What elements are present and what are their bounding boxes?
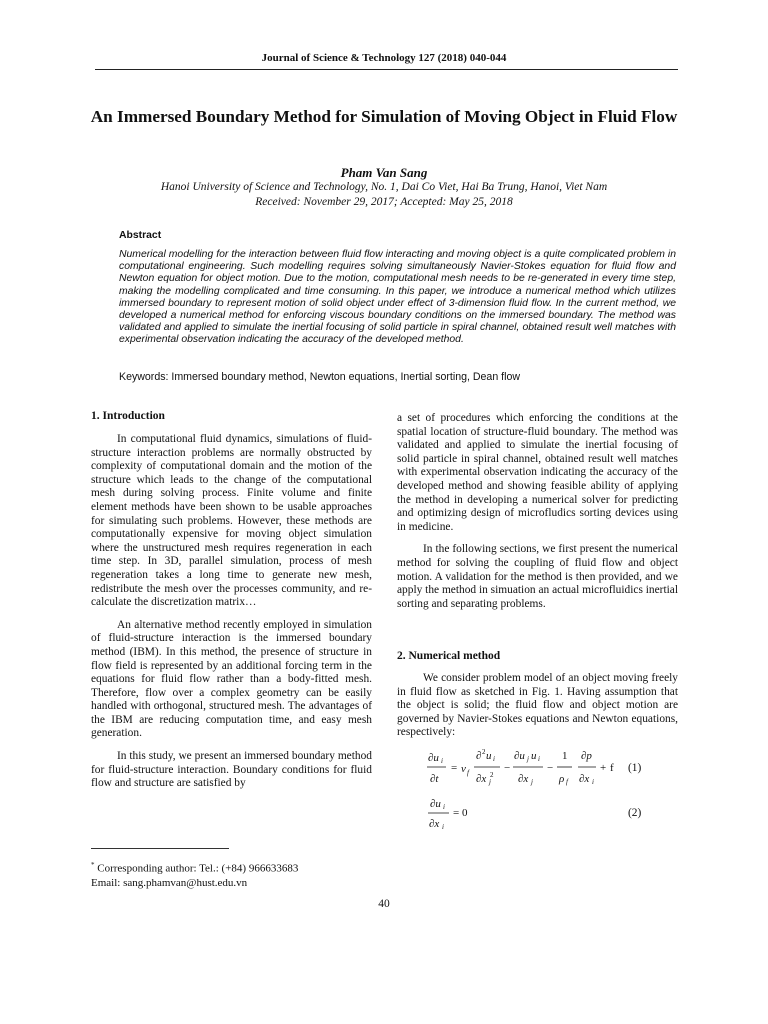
svg-text:+: + <box>600 762 607 774</box>
svg-text:ρ: ρ <box>559 773 565 785</box>
footnote <box>91 858 298 890</box>
paragraph: We consider problem model of an object moving freely in fluid flow as sketched in Fig. 1. Having assumption that the object is solid; the fluid flow and object motion are governed by Navier-Stokes equations and Newton equations, respectively: <box>397 672 678 739</box>
abstract-text: Numerical modelling for the interaction between fluid flow interacting and moving object is a quite complicated problem in computational engineering. Such modelling requires solving simultaneously Navier-Stokes equation for fluid flow and Newton equation for object motion. Due to the motion, computational mesh needs to be re-generated in every time step, making the modelling complicated and time consuming. In this paper, we introduce a numerical method which utilizes immersed boundary to represent motion of solid object under effect of 3-dimension fluid flow. In the current method, we developed a numerical method for enforcing viscous boundary conditions on the immersed boundary. The method was validated and applied to simulate the inertial focusing of solid particle in spiral channel, obtained result well matches with experimental observation indicating the accuracy of the developed method. <box>119 249 676 346</box>
paragraph: An alternative method recently employed in simulation of fluid-structure interaction is the immersed boundary method (IBM). In this method, the presence of structure in flow field is represented by an additional forcing term in the equations for fluid flow rather than a body-fitted mesh. Therefore, flow over a complex geometry can be easily handled with orthogonal, structured mesh. The advantages of the IBM are reducing computation time, and easy mesh generation. <box>91 618 372 740</box>
svg-text:f: f <box>610 762 614 774</box>
svg-text:i: i <box>592 778 594 786</box>
svg-text:∂x: ∂x <box>429 818 440 830</box>
svg-text:∂: ∂ <box>476 750 482 762</box>
paragraph: In the following sections, we first present the numerical method for solving the coupling of fluid flow and object motion. A validation for the method is then provided, and we apply the method in simuation an actual microfluidics inertial sorting and separating problems. <box>397 543 678 610</box>
svg-text:∂x: ∂x <box>518 773 529 785</box>
equation-1-formula <box>410 745 690 793</box>
equation-2-number: (2) <box>628 807 642 819</box>
right-column-text <box>397 412 678 611</box>
svg-text:f: f <box>467 769 469 777</box>
svg-text:j: j <box>527 755 529 763</box>
footnote-marker: * <box>91 861 95 869</box>
journal-header: Journal of Science & Technology 127 (2018) 040-044 <box>261 52 507 64</box>
svg-text:−: − <box>547 762 554 774</box>
received-accepted-dates: Received: November 29, 2017; Accepted: May 25, 2018 <box>255 195 513 208</box>
svg-text:∂p: ∂p <box>581 750 592 762</box>
keywords: Keywords: Immersed boundary method, Newton equations, Inertial sorting, Dean flow <box>119 371 521 383</box>
svg-text:∂u: ∂u <box>514 750 525 762</box>
svg-text:j: j <box>489 778 491 786</box>
svg-text:∂u: ∂u <box>430 798 441 810</box>
footnote-rule <box>91 848 229 849</box>
affiliation-block <box>0 180 768 209</box>
paragraph: a set of procedures which enforcing the conditions at the spatial location of structure-fluid boundary. The method was validated and applied to simulate the inertial focusing of solid particle in spiral channel, obtained result well matches with experimental observation indicating the accuracy of the developed method and showing feasible ability of applying the method in developing a numerical solver for predicting and optimizing design of microfludics sorting devices using in medicine. <box>397 412 678 533</box>
svg-text:i: i <box>442 823 444 831</box>
svg-text:u: u <box>486 750 492 762</box>
svg-text:∂u: ∂u <box>428 752 439 764</box>
left-column-text <box>91 433 372 791</box>
svg-text:∂x: ∂x <box>579 773 590 785</box>
method-text <box>397 672 678 740</box>
svg-text:∂t: ∂t <box>430 773 439 785</box>
svg-text:j: j <box>531 778 533 786</box>
header-rule <box>95 69 678 70</box>
svg-text:= 0: = 0 <box>453 807 468 819</box>
svg-text:ν: ν <box>461 763 466 775</box>
equation-2 <box>410 795 690 835</box>
abstract-heading: Abstract <box>119 230 162 241</box>
svg-text:i: i <box>493 755 495 763</box>
svg-text:f: f <box>566 778 568 786</box>
svg-text:i: i <box>441 757 443 765</box>
svg-text:=: = <box>451 762 458 774</box>
svg-text:−: − <box>504 762 511 774</box>
equation-1 <box>410 745 690 793</box>
page-number: 40 <box>378 898 390 910</box>
footnote-email: Email: sang.phamvan@hust.edu.vn <box>91 876 248 889</box>
equation-2-formula <box>410 795 690 835</box>
footnote-corresponding-author: Corresponding author: Tel.: (+84) 966633683 <box>97 862 299 875</box>
section-heading-numerical-method: 2. Numerical method <box>397 650 501 662</box>
svg-text:i: i <box>538 755 540 763</box>
section-heading-introduction: 1. Introduction <box>91 410 165 422</box>
paragraph: In computational fluid dynamics, simulations of fluid-structure interaction problems are normally obstructed by complexity of computational domain and the motion of the structure which leads to the change of the computational mesh during solving process. Finite volume and finite element methods have been shown to be usable approaches for simulating such problems. However, these methods are computationally expensive for moving object simulation where the unstructured mesh requires regeneration in each time step. In 3D, parallel simulation, process of mesh regeneration takes a long time to generate new mesh, redistribute the mesh over the processes community, and re-calculate the discretization matrix… <box>91 433 372 609</box>
svg-text:u: u <box>531 750 537 762</box>
svg-text:2: 2 <box>482 748 486 756</box>
paper-title: An Immersed Boundary Method for Simulation of Moving Object in Fluid Flow <box>90 107 678 126</box>
svg-text:i: i <box>443 803 445 811</box>
author-name: Pham Van Sang <box>340 165 428 180</box>
svg-text:2: 2 <box>490 771 494 779</box>
svg-text:1: 1 <box>562 750 568 762</box>
svg-text:∂x: ∂x <box>476 773 487 785</box>
affiliation: Hanoi University of Science and Technology, No. 1, Dai Co Viet, Hai Ba Trung, Hanoi, Viet Nam <box>160 181 608 193</box>
paragraph: In this study, we present an immersed boundary method for fluid-structure interaction. Boundary conditions for fluid flow and structure are satisfied by <box>91 750 372 790</box>
equation-1-number: (1) <box>628 762 642 774</box>
